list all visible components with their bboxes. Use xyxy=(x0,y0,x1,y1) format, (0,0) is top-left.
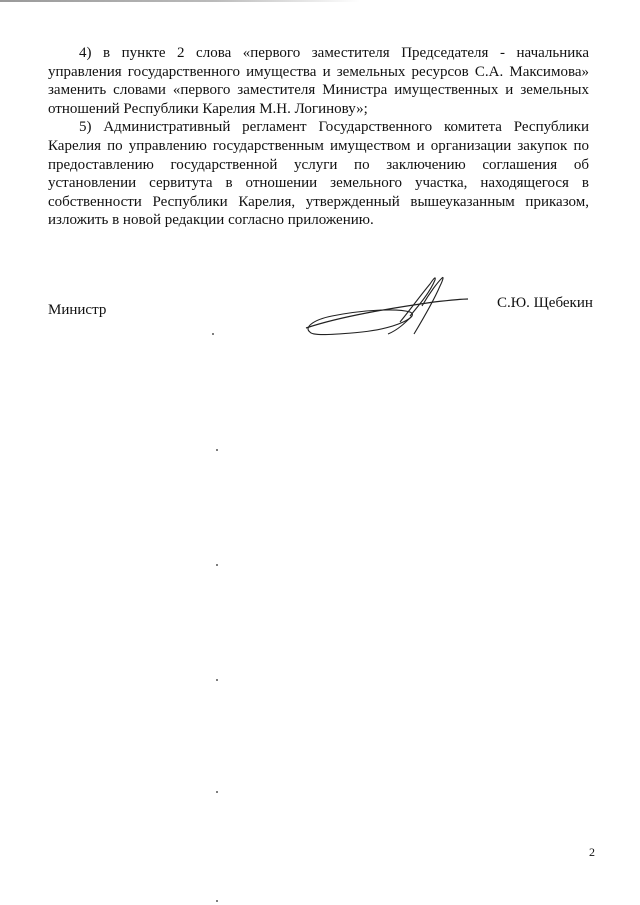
scan-speck xyxy=(216,791,218,793)
signatory-name: С.Ю. Щебекин xyxy=(497,295,593,311)
scan-speck xyxy=(216,449,218,451)
scan-speck xyxy=(216,679,218,681)
scan-edge-line xyxy=(0,0,360,2)
scan-speck xyxy=(216,900,218,902)
scan-speck xyxy=(216,564,218,566)
paragraph-item-5: 5) Административный регламент Государственного комитета Республики Карелия по управлению государственным имуществом и организации закупок по предоставлению государственной услуги по заключению соглашения об установлении сервитута в отношении земельного участка, находящегося в собственности Республики Карелия, утвержденный вышеуказанным приказом, изложить в новой редакции согласно приложению. xyxy=(48,119,589,229)
page-number: 2 xyxy=(589,845,595,859)
signatory-title: Министр xyxy=(48,302,107,318)
scan-speck xyxy=(212,333,214,335)
handwritten-signature xyxy=(302,272,470,342)
paragraph-item-4: 4) в пункте 2 слова «первого заместителя Председателя - начальника управления государственного имущества и земельных ресурсов С.А. Максимова» заменить словами «первого заместителя Министра имущественных и земельных отношений Республики Карелия М.Н. Логинову»; xyxy=(48,45,589,117)
document-body xyxy=(48,44,589,230)
